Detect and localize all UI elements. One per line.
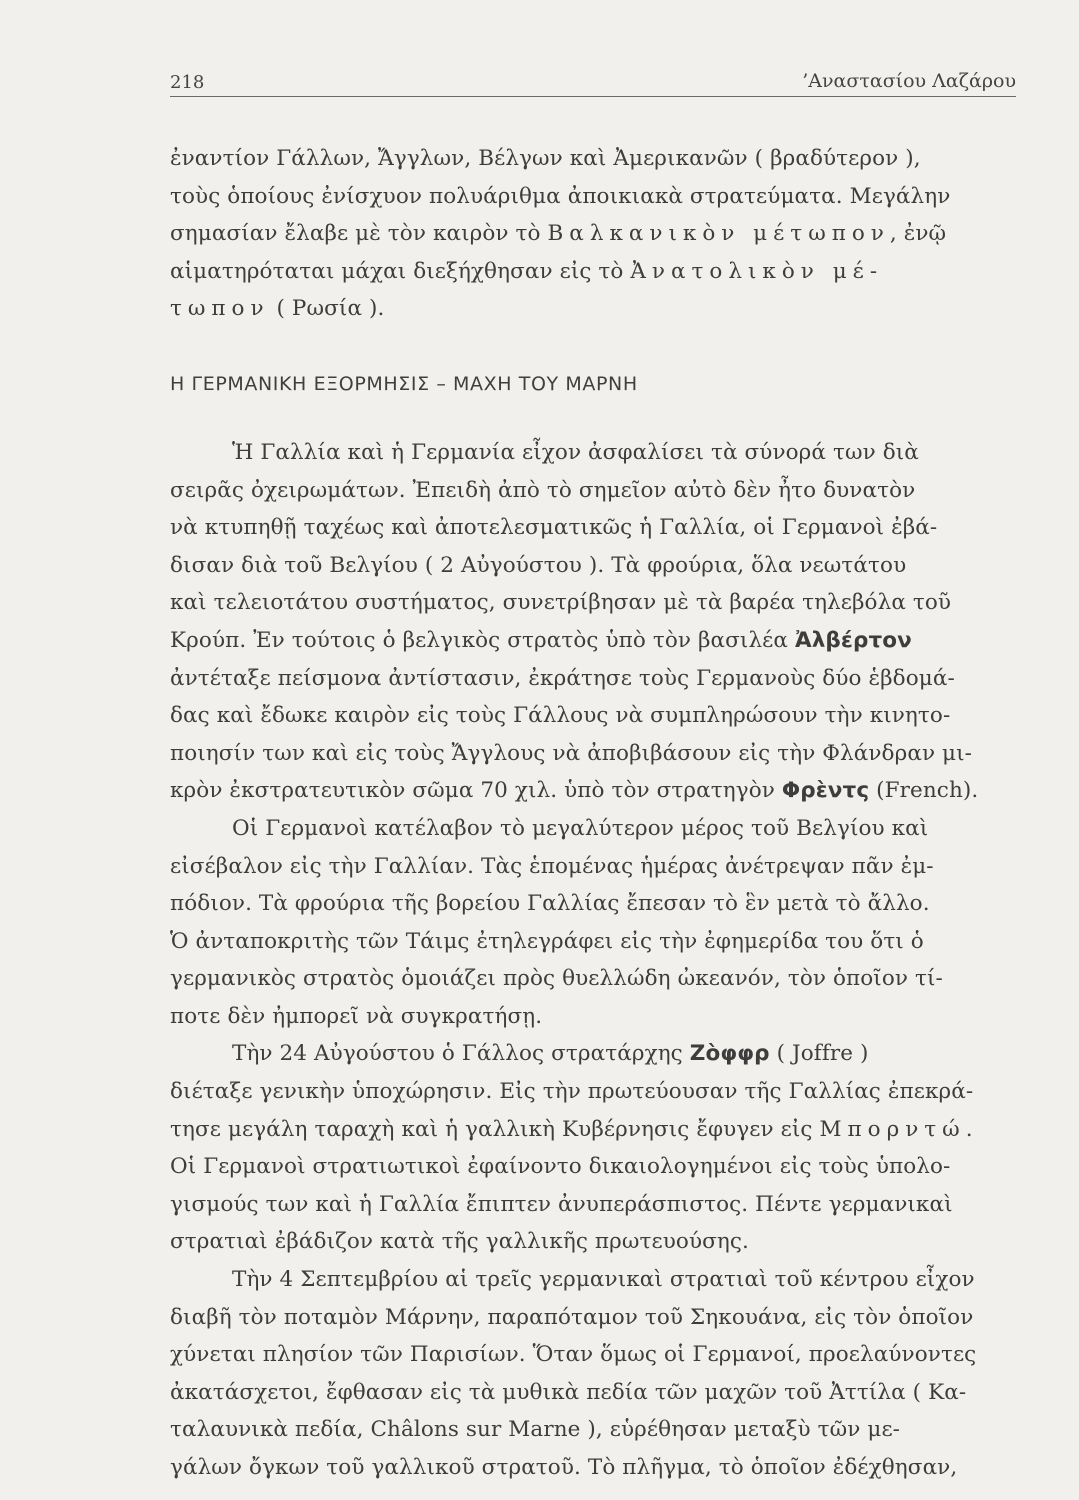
emphasis-bordeaux: Μπορντώ xyxy=(819,1116,966,1142)
text-line: διαβῆ τὸν ποταμὸν Μάρνην, παραπόταμον τοῦ Σηκουάνα, εἰς τὸν ὁποῖον xyxy=(170,1304,974,1330)
text-line: δισαν διὰ τοῦ Βελγίου ( 2 Αὐγούστου ). Τὰ φρούρια, ὅλα νεωτάτου xyxy=(170,552,907,578)
text-line xyxy=(170,1035,1020,1073)
text-line: Οἱ Γερμανοὶ κατέλαβον τὸ μεγαλύτερον μέρος τοῦ Βελγίου καὶ xyxy=(232,815,929,841)
text-run: ( Joffre ) xyxy=(769,1041,869,1067)
text-line: Τὴν 4 Σεπτεμβρίου αἱ τρεῖς γερμανικαὶ στρατιαὶ τοῦ κέντρου εἶχον xyxy=(232,1267,975,1293)
text-run: . xyxy=(965,1116,973,1142)
running-head: ’Αναστασίου Λαζάρου xyxy=(802,70,1016,92)
emphasis-balkan-front: Βαλκανικὸν μέτωπον xyxy=(547,221,890,247)
text-line: γισμούς των καὶ ἡ Γαλλία ἔπιπτεν ἀνυπεράσπιστος. Πέντε γερμανικαὶ xyxy=(170,1191,953,1217)
text-run: αἱματηρόταται μάχαι διεξήχθησαν εἰς τὸ xyxy=(170,258,631,284)
spacer xyxy=(170,328,1020,366)
text-line: ποιησίν των καὶ εἰς τοὺς Ἄγγλους νὰ ἀποβιβάσουν εἰς τὴν Φλάνδραν μι- xyxy=(170,740,973,766)
text-line: ταλαυνικὰ πεδία, Châlons sur Marne ), εὑρέθησαν μεταξὺ τῶν με- xyxy=(170,1417,901,1443)
text-line: ἀκατάσχετοι, ἔφθασαν εἰς τὰ μυθικὰ πεδία τῶν μαχῶν τοῦ Ἀττίλα ( Κα- xyxy=(170,1379,967,1405)
text-line: ποτε δὲν ἠμπορεῖ νὰ συγκρατήσῃ. xyxy=(170,1003,543,1029)
text-line: εἰσέβαλον εἰς τὴν Γαλλίαν. Τὰς ἑπομένας ἡμέρας ἀνέτρεψαν πᾶν ἐμ- xyxy=(170,853,934,879)
text-line: Ἡ Γαλλία καὶ ἡ Γερμανία εἶχον ἀσφαλίσει τὰ σύνορά των διὰ xyxy=(232,439,919,465)
page-number: 218 xyxy=(170,72,205,93)
paragraph-2 xyxy=(170,434,1020,810)
text-line xyxy=(170,622,1020,660)
paragraph-1 xyxy=(170,140,1020,328)
emphasis-eastern-front: Ἀνατολικὸν μέ- xyxy=(630,258,884,284)
text-line: νὰ κτυπηθῇ ταχέως καὶ ἀποτελεσματικῶς ἡ Γαλλία, οἱ Γερμανοὶ ἐβά- xyxy=(170,515,938,541)
text-line: γερμανικὸς στρατὸς ὁμοιάζει πρὸς θυελλώδη ὠκεανόν, τὸν ὁποῖον τί- xyxy=(170,966,943,992)
text-line xyxy=(170,1111,1020,1149)
paragraph-5 xyxy=(170,1261,1020,1487)
text-run: Τὴν 24 Αὐγούστου ὁ Γάλλος στρατάρχης xyxy=(232,1041,690,1067)
text-line: ἀντέταξε πείσμονα ἀντίστασιν, ἐκράτησε τοὺς Γερμανοὺς δύο ἑβδομά- xyxy=(170,665,955,691)
emphasis-eastern-front-cont: τωπον xyxy=(170,296,270,322)
text-line xyxy=(170,290,1020,328)
text-run: σημασίαν ἔλαβε μὲ τὸν καιρὸν τὸ xyxy=(170,221,548,247)
text-line: ἐναντίον Γάλλων, Ἄγγλων, Βέλγων καὶ Ἀμερικανῶν ( βραδύτερον ), xyxy=(170,146,921,171)
text-run: ( Ρωσία ). xyxy=(269,296,385,322)
text-line: πόδιον. Τὰ φρούρια τῆς βορείου Γαλλίας ἔπεσαν τὸ ἓν μετὰ τὸ ἄλλο. xyxy=(170,891,930,917)
text-line: διέταξε γενικὴν ὑποχώρησιν. Εἰς τὴν πρωτεύουσαν τῆς Γαλλίας ἐπεκρά- xyxy=(170,1079,974,1105)
text-line: Οἱ Γερμανοὶ στρατιωτικοὶ ἐφαίνοντο δικαιολογημένοι εἰς τοὺς ὑπολο- xyxy=(170,1154,951,1180)
text-line: τοὺς ὁποίους ἐνίσχυον πολυάριθμα ἀποικιακὰ στρατεύματα. Μεγάλην xyxy=(170,183,951,209)
text-line: δας καὶ ἔδωκε καιρὸν εἰς τοὺς Γάλλους νὰ συμπληρώσουν τὴν κινητο- xyxy=(170,703,951,729)
text-line: στρατιαὶ ἐβάδιζον κατὰ τῆς γαλλικῆς πρωτευούσης. xyxy=(170,1229,749,1255)
text-run: , ἐνῷ xyxy=(889,221,947,247)
bold-name-albert: Ἀλβέρτον xyxy=(794,627,912,653)
text-run: (French). xyxy=(869,778,979,804)
spacer xyxy=(170,402,1020,434)
text-line xyxy=(170,772,1020,810)
bold-name-french: Φρὲντς xyxy=(781,778,870,804)
page-header xyxy=(170,64,1016,97)
section-heading: Η ΓΕΡΜΑΝΙΚΗ ΕΞΟΡΜΗΣΙΣ – ΜΑΧΗ ΤΟΥ ΜΑΡΝΗ xyxy=(170,372,638,395)
bold-name-joffre: Ζὸφφρ xyxy=(689,1041,770,1067)
paragraph-4 xyxy=(170,1035,1020,1261)
text-line: χύνεται πλησίον τῶν Παρισίων. Ὅταν ὅμως οἱ Γερμανοί, προελαύνοντες xyxy=(170,1342,977,1368)
text-run: τησε μεγάλη ταραχὴ καὶ ἡ γαλλικὴ Κυβέρνησις ἔφυγεν εἰς xyxy=(170,1116,820,1142)
text-line: καὶ τελειοτάτου συστήματος, συνετρίβησαν μὲ τὰ βαρέα τηλεβόλα τοῦ xyxy=(170,590,952,616)
text-run: κρὸν ἐκστρατευτικὸν σῶμα 70 χιλ. ὑπὸ τὸν στρατηγὸν xyxy=(170,778,782,804)
text-line xyxy=(170,215,1020,253)
text-line: σειρᾶς ὀχειρωμάτων. Ἐπειδὴ ἀπὸ τὸ σημεῖον αὐτὸ δὲν ἦτο δυνατὸν xyxy=(170,477,916,503)
text-line xyxy=(170,253,1020,291)
body-text xyxy=(170,140,1020,1487)
text-line: Ὁ ἀνταποκριτὴς τῶν Τάιμς ἐτηλεγράφει εἰς τὴν ἐφημερίδα του ὅτι ὁ xyxy=(170,928,924,954)
paragraph-3 xyxy=(170,810,1020,1036)
text-run: Κρούπ. Ἐν τούτοις ὁ βελγικὸς στρατὸς ὑπὸ τὸν βασιλέα xyxy=(170,627,795,653)
text-line: γάλων ὄγκων τοῦ γαλλικοῦ στρατοῦ. Τὸ πλῆγμα, τὸ ὁποῖον ἐδέχθησαν, xyxy=(170,1455,958,1480)
